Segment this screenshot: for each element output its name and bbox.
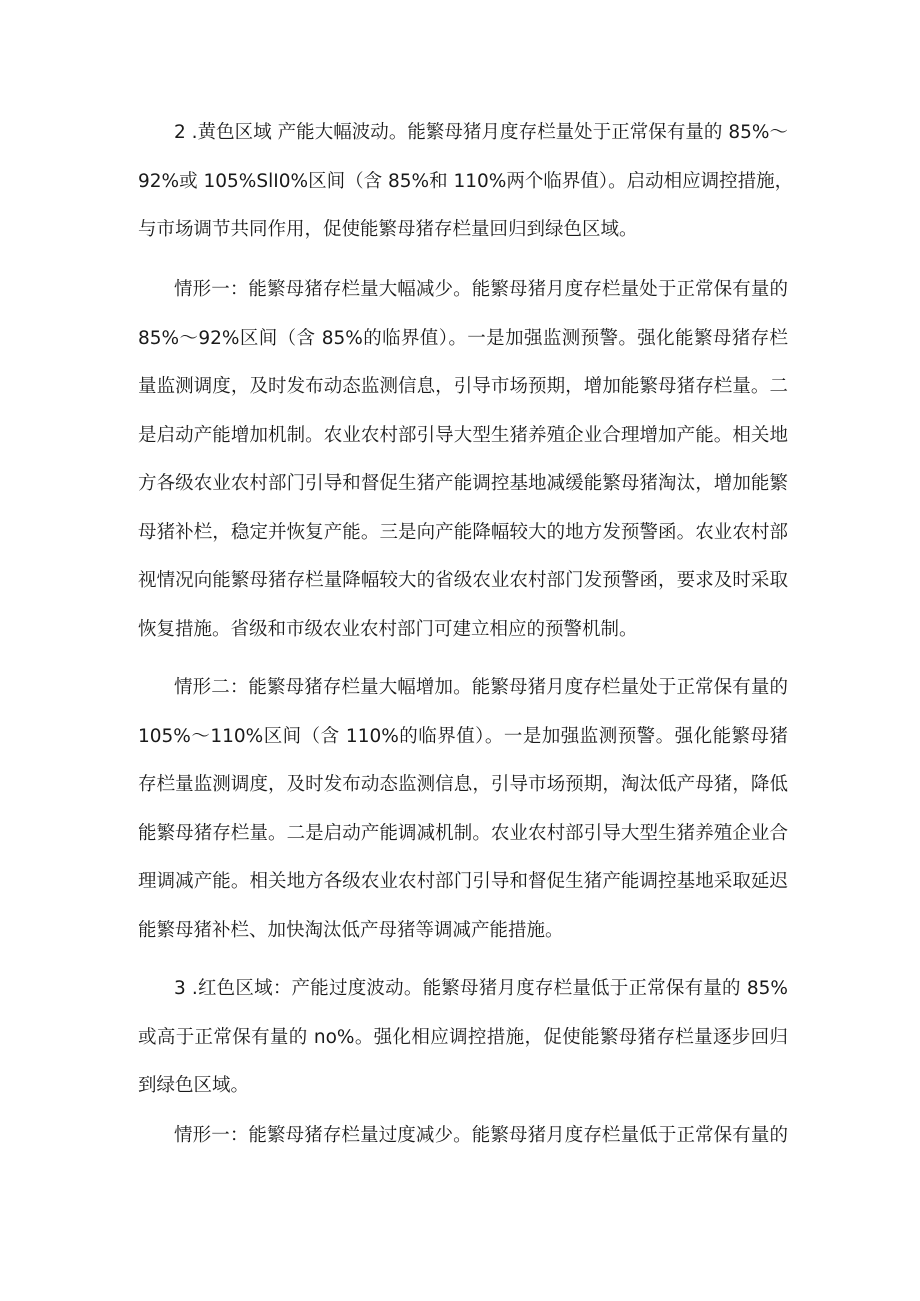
text-line: 情形一：能繁母猪存栏量大幅减少。能繁母猪月度存栏量处于正常保有量的 xyxy=(174,279,788,300)
text-line: 或高于正常保有量的 no%。强化相应调控措施，促使能繁母猪存栏量逐步回归 xyxy=(138,1026,788,1048)
text-line: 与市场调节共同作用，促使能繁母猪存栏量回归到绿色区域。 xyxy=(138,219,638,240)
text-line: 量监测调度，及时发布动态监测信息，引导市场预期，增加能繁母猪存栏量。二 xyxy=(138,376,788,397)
text-line: 方各级农业农村部门引导和督促生猪产能调控基地减缓能繁母猪淘汰，增加能繁 xyxy=(138,473,788,494)
text-line: 能繁母猪补栏、加快淘汰低产母猪等调减产能措施。 xyxy=(138,919,564,941)
text-line: 存栏量监测调度，及时发布动态监测信息，引导市场预期，淘汰低产母猪，降低 xyxy=(138,774,788,795)
paragraph-red-case-one xyxy=(138,1112,788,1161)
text-line: 2 .黄色区域 产能大幅波动。能繁母猪月度存栏量处于正常保有量的 85%～ xyxy=(174,122,788,143)
paragraph-yellow-case-one xyxy=(138,266,788,654)
paragraph-yellow-zone xyxy=(138,109,794,255)
text-line: 母猪补栏，稳定并恢复产能。三是向产能降幅较大的地方发预警函。农业农村部 xyxy=(138,521,788,543)
text-line: 情形一：能繁母猪存栏量过度减少。能繁母猪月度存栏量低于正常保有量的 xyxy=(174,1125,788,1146)
paragraph-red-zone xyxy=(138,965,788,1111)
text-line: 理调减产能。相关地方各级农业农村部门引导和督促生猪产能调控基地采取延迟 xyxy=(138,871,788,892)
text-line: 情形二：能繁母猪存栏量大幅增加。能繁母猪月度存栏量处于正常保有量的 xyxy=(174,677,788,698)
text-line: 105%～110%区间（含 110%的临界值）。一是加强监测预警。强化能繁母猪 xyxy=(138,725,788,747)
text-line: 恢复措施。省级和市级农业农村部门可建立相应的预警机制。 xyxy=(138,618,638,640)
text-line: 3 .红色区域：产能过度波动。能繁母猪月度存栏量低于正常保有量的 85% xyxy=(174,978,788,999)
text-line: 是启动产能增加机制。农业农村部引导大型生猪养殖企业合理增加产能。相关地 xyxy=(138,424,788,446)
text-line: 92%或 105%SlI0%区间（含 85%和 110%两个临界值）。启动相应调控措施， xyxy=(138,170,794,192)
text-line: 85%～92%区间（含 85%的临界值）。一是加强监测预警。强化能繁母猪存栏 xyxy=(138,327,788,349)
text-line: 能繁母猪存栏量。二是启动产能调减机制。农业农村部引导大型生猪养殖企业合 xyxy=(138,822,788,844)
text-line: 视情况向能繁母猪存栏量降幅较大的省级农业农村部门发预警函，要求及时采取 xyxy=(138,570,788,591)
text-line: 到绿色区域。 xyxy=(138,1075,250,1096)
paragraph-yellow-case-two xyxy=(138,664,788,955)
